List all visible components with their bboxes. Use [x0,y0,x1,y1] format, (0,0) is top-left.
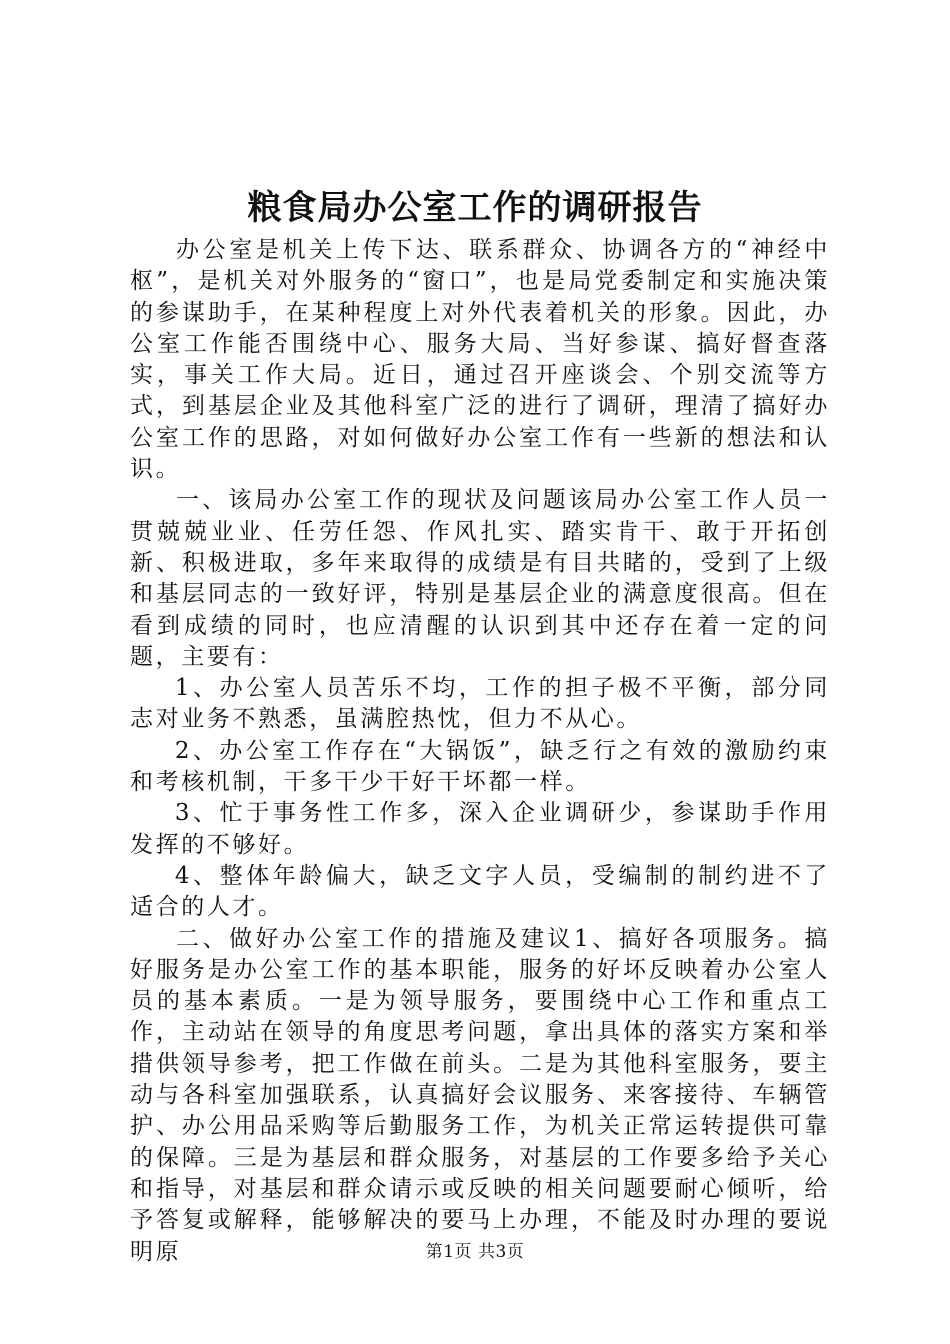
document-body [130,235,830,1268]
problem-item-2: 2、办公室工作存在“大锅饭”，缺乏行之有效的激励约束和考核机制，干多干少干好干坏都一样。 [130,737,830,796]
intro-paragraph: 办公室是机关上传下达、联系群众、协调各方的“神经中枢”，是机关对外服务的“窗口”，也是局党委制定和实施决策的参谋助手，在某种程度上对外代表着机关的形象。因此，办公室工作能否围绕中心、服务大局、当好参谋、搞好督查落实，事关工作大局。近日，通过召开座谈会、个别交流等方式，到基层企业及其他科室广泛的进行了调研，理清了搞好办公室工作的思路，对如何做好办公室工作有一些新的想法和认识。 [130,237,830,483]
document-title: 粮食局办公室工作的调研报告 [247,188,703,228]
section-two-paragraph: 二、做好办公室工作的措施及建议1、搞好各项服务。搞好服务是办公室工作的基本职能，服务的好坏反映着办公室人员的基本素质。一是为领导服务，要围绕中心工作和重点工作，主动站在领导的角度思考问题，拿出具体的落实方案和举措供领导参考，把工作做在前头。二是为其他科室服务，要主动与各科室加强联系，认真搞好会议服务、来客接待、车辆管护、办公用品采购等后勤服务工作，为机关正常运转提供可靠的保障。三是为基层和群众服务，对基层的工作要多给予关心和指导，对基层和群众请示或反映的相关问题要耐心倾听，给予答复或解释，能够解决的要马上办理，不能及时办理的要说明原 [130,925,830,1265]
problem-item-1: 1、办公室人员苦乐不均，工作的担子极不平衡，部分同志对业务不熟悉，虽满腔热忱，但力不从心。 [130,675,830,733]
problem-item-4: 4、整体年龄偏大，缺乏文字人员，受编制的制约进不了适合的人才。 [130,862,830,921]
page-footer: 第1页 共3页 [425,1242,525,1262]
problem-item-3: 3、忙于事务性工作多，深入企业调研少，参谋助手作用发挥的不够好。 [130,800,830,858]
section-one-paragraph: 一、该局办公室工作的现状及问题该局办公室工作人员一贯兢兢业业、任劳任怨、作风扎实、踏实肯干、敢于开拓创新、积极进取，多年来取得的成绩是有目共睹的，受到了上级和基层同志的一致好评，特别是基层企业的满意度很高。但在看到成绩的同时，也应清醒的认识到其中还存在着一定的问题，主要有： [130,487,830,670]
